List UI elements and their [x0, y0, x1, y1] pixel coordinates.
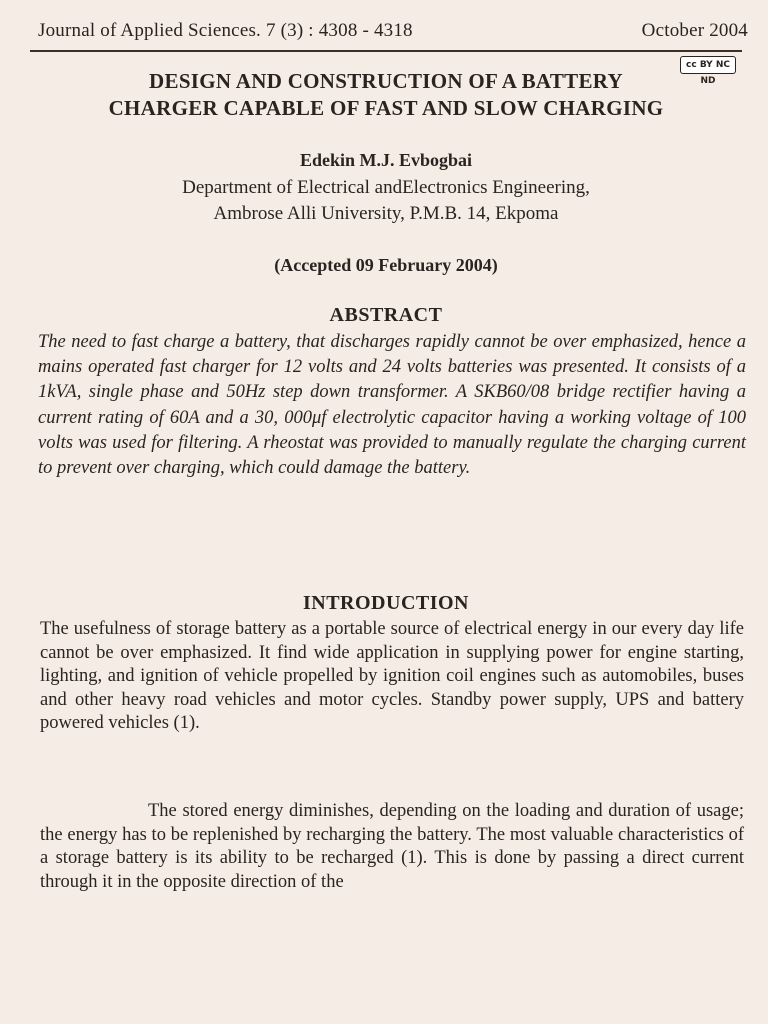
running-header [38, 20, 748, 48]
header-rule [30, 50, 742, 52]
issue-date: October 2004 [641, 20, 748, 41]
abstract-text: The need to fast charge a battery, that discharges rapidly cannot be over emphasized, hence a mains operated fast charger for 12 volts and 24 volts batteries was presented. It consists of a 1kVA, single phase and 50Hz step down transformer. A SKB60/08 bridge rectifier having a current rating of 60A and a 30, 000μf electrolytic capacitor having a working voltage of 100 volts was used for filtering. A rheostat was provided to manually regulate the charging current to prevent over charging, which could damage the battery. [38, 332, 746, 479]
accepted-date: (Accepted 09 February 2004) [274, 255, 498, 275]
introduction-paragraph-1: The usefulness of storage battery as a portable source of electrical energy in our every day life cannot be over emphasized. It find wide application in supplying power for engine starting, lighting, and ignition of vehicle propelled by ignition coil engines such as automobiles, buses and other heavy road vehicles and motor cycles. Standby power supply, UPS and battery powered vehicles (1). [40, 619, 744, 734]
paper-title [30, 68, 742, 122]
author-name: Edekin M.J. Evbogbai [299, 150, 473, 170]
journal-citation: Journal of Applied Sciences. 7 (3) : 4308 - 4318 [38, 20, 413, 41]
introduction-paragraph-2: The stored energy diminishes, depending on the loading and duration of usage; the energy has to be replenished by recharging the battery. The most valuable characteristics of a storage battery is its ability to be recharged (1). This is done by passing a direct current through it in the opposite direction of the [40, 801, 744, 892]
title-line-1: DESIGN AND CONSTRUCTION OF A BATTERY [149, 69, 623, 93]
title-line-2: CHARGER CAPABLE OF FAST AND SLOW CHARGING [108, 96, 664, 120]
affiliation-line-1: Department of Electrical andElectronics Engineering, [182, 177, 590, 198]
abstract-heading: ABSTRACT [329, 304, 443, 326]
creative-commons-license-icon: cc BY NC ND [680, 56, 736, 74]
affiliation-line-2: Ambrose Alli University, P.M.B. 14, Ekpoma [213, 203, 559, 224]
introduction-heading: INTRODUCTION [302, 592, 470, 614]
author-affiliation [30, 175, 742, 227]
